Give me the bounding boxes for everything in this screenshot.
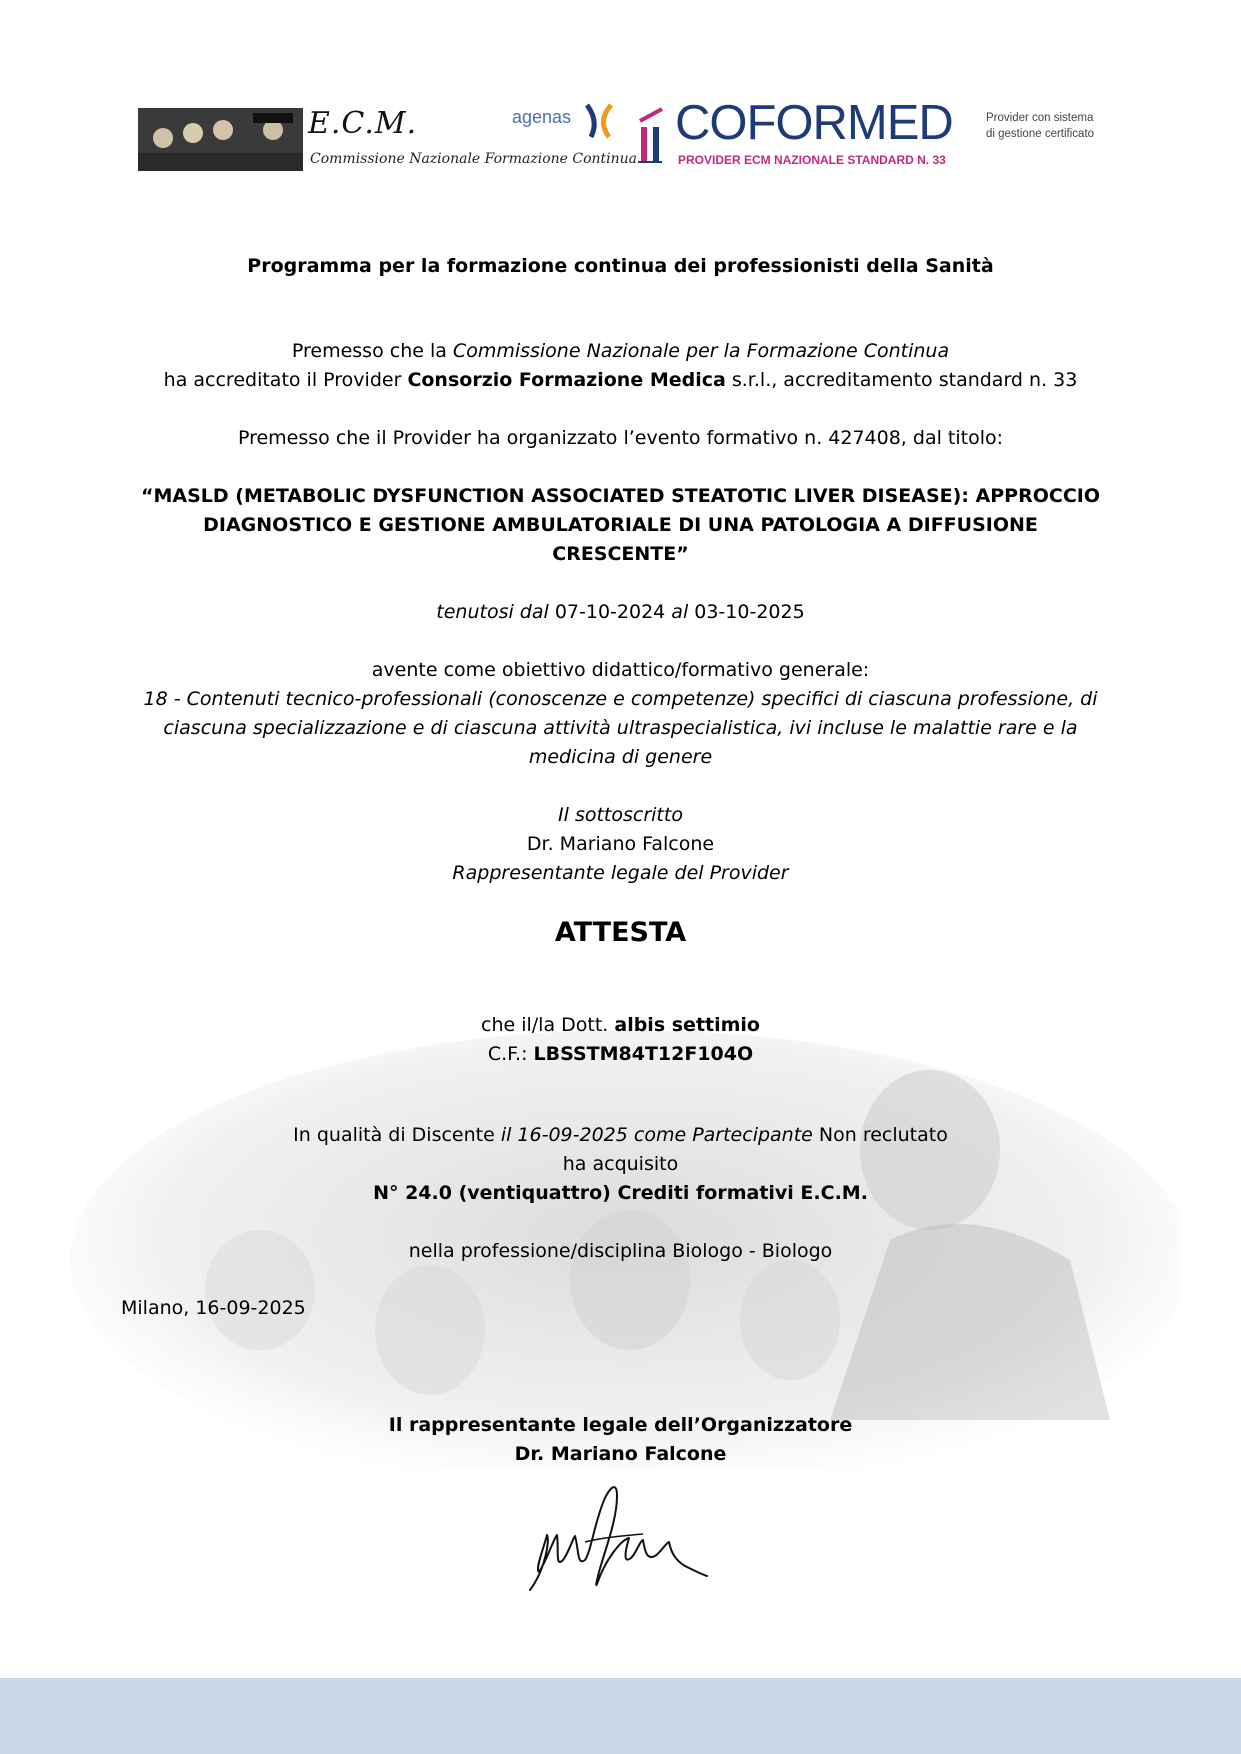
recipient-name: albis settimio [614, 1014, 760, 1036]
held-to-label: al [671, 601, 689, 623]
event-title-line-2: DIAGNOSTICO E GESTIONE AMBULATORIALE DI UNA PATOLOGIA A DIFFUSIONE [203, 514, 1038, 536]
cf-prefix: C.F.: [487, 1043, 534, 1065]
premise-event: Premesso che il Provider ha organizzato l’evento formativo n. 427408, dal titolo: [237, 427, 1004, 449]
event-dates [100, 598, 1141, 627]
held-to-date: 03-10-2025 [688, 601, 805, 623]
coformed-logo-subtitle: PROVIDER ECM NAZIONALE STANDARD N. 33 [678, 153, 946, 167]
credits-value: N° 24.0 (ventiquattro) Crediti formativi E.C.M. [373, 1182, 868, 1204]
ecm-painting-image [138, 108, 303, 171]
premise1-a: Premesso che la [291, 340, 453, 362]
signer-role: Rappresentante legale del Provider [452, 862, 789, 884]
footer-band [0, 1678, 1241, 1754]
attesta-heading: ATTESTA [554, 917, 687, 948]
objective-line-3: medicina di genere [528, 746, 713, 768]
undersigned-block [100, 801, 1141, 888]
objective-line-1: 18 - Contenuti tecnico-professionali (conoscenze e competenze) specifici di ciascuna professione, di [143, 688, 1098, 710]
recipient-prefix: che il/la Dott. [481, 1014, 615, 1036]
coformed-logo-name: COFORMED [675, 96, 953, 150]
header-logos [138, 95, 1108, 180]
quality-a: In qualità di Discente [293, 1124, 501, 1146]
event-title-line-1: “MASLD (METABOLIC DYSFUNCTION ASSOCIATED STEATOTIC LIVER DISEASE): APPROCCIO [141, 485, 1100, 507]
event-title [100, 482, 1141, 569]
credits-block [100, 1121, 1141, 1208]
quality-b: il 16-09-2025 come Partecipante [500, 1124, 813, 1146]
premise1-provider: Consorzio Formazione Medica [407, 369, 726, 391]
agenas-logo-text: agenas [512, 107, 572, 127]
organizer-name: Dr. Mariano Falcone [514, 1443, 727, 1465]
premise-accreditation [100, 337, 1141, 395]
profession-line: nella professione/disciplina Biologo - Biologo [408, 1240, 833, 1262]
held-from-label: tenutosi dal [436, 601, 549, 623]
signer-name: Dr. Mariano Falcone [526, 833, 715, 855]
certified-line-1: Provider con sistema [986, 112, 1094, 124]
agenas-mark-icon [583, 103, 615, 139]
acquired-label: ha acquisito [562, 1153, 679, 1175]
background-painting [70, 1000, 1180, 1470]
objective-intro: avente come obiettivo didattico/formativo generale: [371, 659, 870, 681]
undersigned-label: Il sottoscritto [558, 804, 683, 826]
coformed-mark-icon [638, 107, 668, 163]
organizer-role: Il rappresentante legale dell’Organizzatore [388, 1414, 853, 1436]
cf-value: LBSSTM84T12F104O [533, 1043, 754, 1065]
recipient-block [100, 1011, 1141, 1069]
certified-provider-note [986, 110, 1094, 142]
premise1-e: s.r.l., accreditamento standard n. 33 [725, 369, 1078, 391]
held-from-date: 07-10-2024 [548, 601, 672, 623]
premise1-c: ha accreditato il Provider [163, 369, 408, 391]
objective-line-2: ciascuna specializzazione e di ciascuna attività ultraspecialistica, ivi incluse le malattie rare e la [163, 717, 1078, 739]
place-date: Milano, 16-09-2025 [121, 1297, 306, 1319]
ecm-logo-title: E.C.M. [308, 106, 418, 141]
document-heading: Programma per la formazione continua dei professionisti della Sanità [247, 255, 994, 277]
handwritten-signature [525, 1480, 710, 1595]
organizer-block [100, 1411, 1141, 1469]
premise1-commission: Commissione Nazionale per la Formazione Continua [452, 340, 950, 362]
certified-line-2: di gestione certificato [986, 128, 1095, 140]
event-title-line-3: CRESCENTE” [552, 543, 689, 565]
objective-block [100, 656, 1141, 772]
quality-c: Non reclutato [812, 1124, 948, 1146]
ecm-logo-subtitle: Commissione Nazionale Formazione Continua [310, 151, 638, 167]
